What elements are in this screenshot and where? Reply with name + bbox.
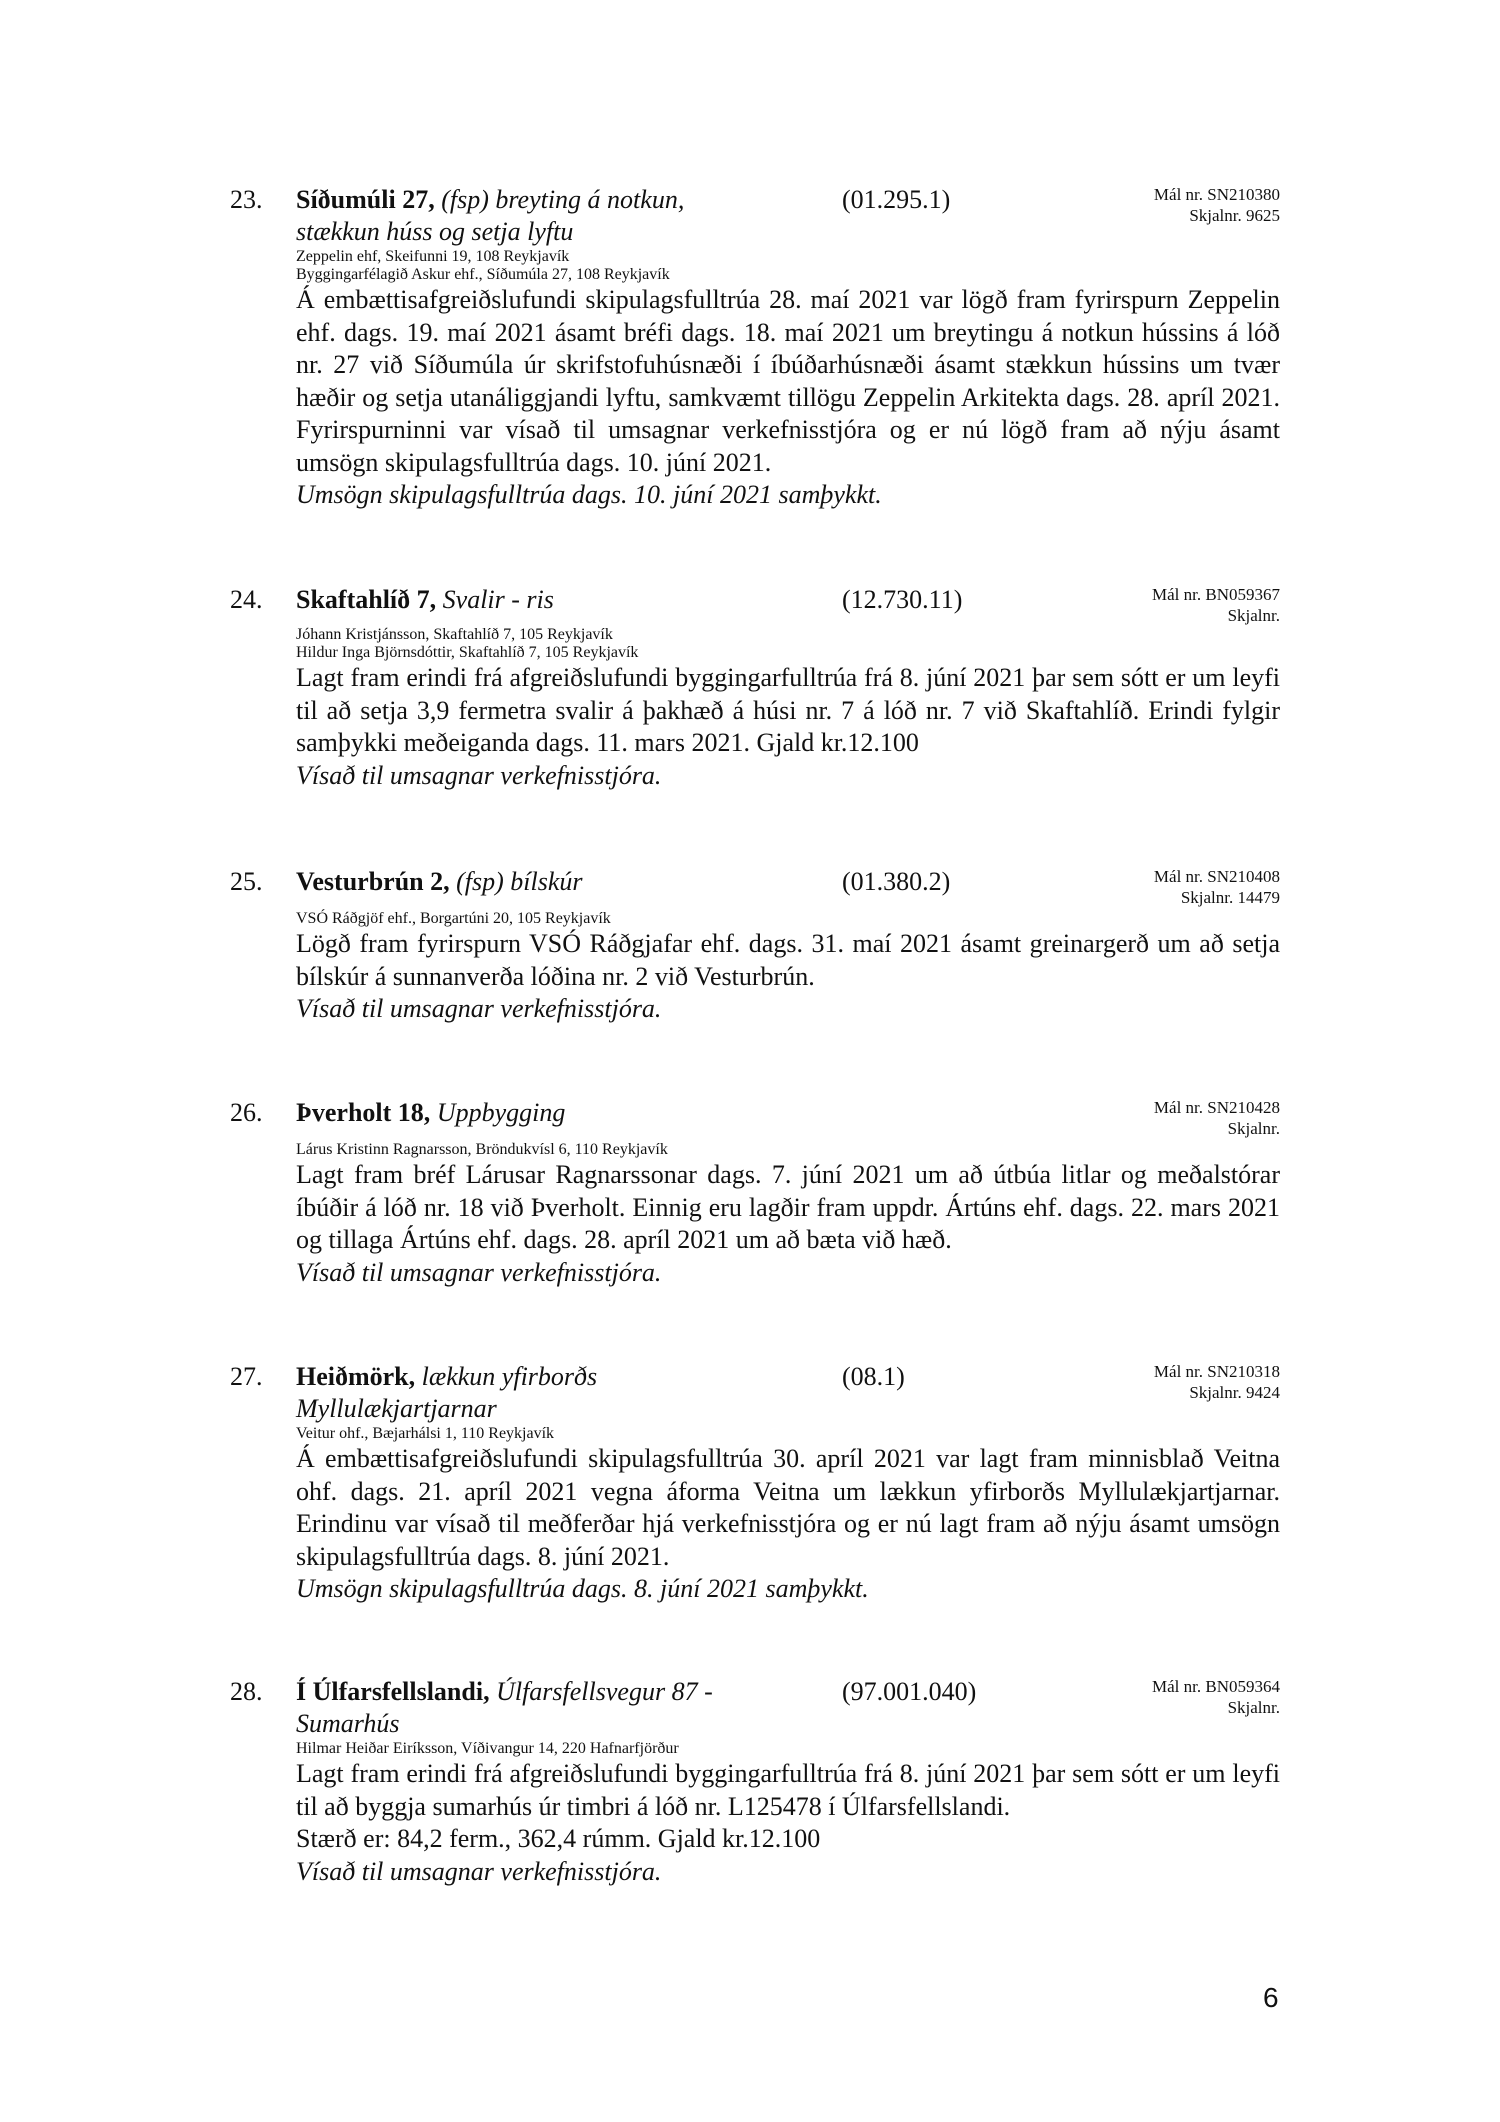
entry-party: Jóhann Kristjánsson, Skaftahlíð 7, 105 Reykjavík [296,626,613,643]
entry-party: Lárus Kristinn Ragnarsson, Bröndukvísl 6, 110 Reykjavík [296,1141,668,1158]
entry-number: 26. [230,1098,263,1127]
entry-reference [1154,1361,1280,1403]
document-number: Skjalnr. 9625 [1189,206,1280,225]
entry-party: VSÓ Ráðgjöf ehf., Borgartúni 20, 105 Reykjavík [296,910,611,927]
document-number: Skjalnr. [1227,1698,1280,1717]
entry-address: Í Úlfarsfellslandi, [296,1677,490,1706]
entry-number: 23. [230,185,263,214]
entry-heading [296,1361,751,1425]
entry-reference [1154,866,1280,908]
entry-heading [296,1676,751,1740]
entry-decision: Vísað til umsagnar verkefnisstjóra. [296,1856,662,1886]
entry-party: Byggingarfélagið Askur ehf., Síðumúla 27, 108 Reykjavík [296,266,670,283]
entry-decision: Umsögn skipulagsfulltrúa dags. 8. júní 2021 samþykkt. [296,1574,869,1603]
entry-25 [230,866,1280,1026]
entry-heading [296,584,751,616]
entry-23 [230,184,1280,512]
entry-lot: (01.380.2) [842,867,951,896]
document-number: Skjalnr. 9424 [1189,1383,1280,1402]
entry-reference [1154,184,1280,226]
entry-body-paragraph: Lagt fram erindi frá afgreiðslufundi byggingarfulltrúa frá 8. júní 2021 þar sem sótt er um leyfi til að byggja sumarhús úr timbri á lóð nr. L125478 í Úlfarsfellslandi. [296,1759,1280,1821]
entry-26 [230,1097,1280,1289]
entry-address: Þverholt 18, [296,1098,431,1127]
entry-address: Skaftahlíð 7, [296,585,437,614]
entry-body: Lögð fram fyrirspurn VSÓ Ráðgjafar ehf. dags. 31. maí 2021 ásamt greinargerð um að setja bílskúr á sunnanverða lóðina nr. 2 við Vesturbrún. [296,929,1280,991]
entry-heading [296,184,751,248]
document-number: Skjalnr. [1227,1119,1280,1138]
entry-24 [230,584,1280,792]
entry-lot: (12.730.11) [842,585,963,614]
entry-lot: (01.295.1) [842,185,951,214]
case-number: Mál nr. SN210318 [1153,1362,1280,1381]
entry-heading [296,866,751,898]
entry-subject: lækkun yfirborðs [421,1362,598,1391]
entry-address: Heiðmörk, [296,1362,416,1391]
entry-address: Síðumúli 27, [296,185,435,214]
entry-party: Veitur ohf., Bæjarhálsi 1, 110 Reykjavík [296,1425,555,1442]
entry-reference [1152,1676,1280,1718]
entry-decision: Vísað til umsagnar verkefnisstjóra. [296,1257,662,1287]
entry-reference [1152,584,1280,626]
entry-decision: Vísað til umsagnar verkefnisstjóra. [296,994,662,1023]
entry-number: 25. [230,867,263,896]
entry-body: Á embættisafgreiðslufundi skipulagsfulltrúa 30. apríl 2021 var lagt fram minnisblað Veitna ohf. dags. 21. apríl 2021 vegna áforma Veitna um lækkun yfirborðs Myllulækjartjarnar. Erindinu var vísað til meðferðar hjá verkefnisstjóra og er nú lagt fram að nýju ásamt umsögn skipulagsfulltrúa dags. 8. júní 2021. [296,1444,1280,1571]
entry-body [296,1758,1280,1856]
entry-subject-cont: stækkun húss og setja lyftu [296,217,574,246]
entry-body: Lagt fram bréf Lárusar Ragnarssonar dags. 7. júní 2021 um að útbúa litlar og meðalstórar íbúðir á lóð nr. 18 við Þverholt. Einnig eru lagðir fram uppdr. Ártúns ehf. dags. 22. mars 2021 og tillaga Ártúns ehf. dags. 28. apríl 2021 um að bæta við hæð. [296,1160,1280,1254]
entry-address: Vesturbrún 2, [296,867,450,896]
entry-subject-cont: Sumarhús [296,1709,400,1738]
entry-decision: Umsögn skipulagsfulltrúa dags. 10. júní 2021 samþykkt. [296,480,882,509]
entry-subject: (fsp) bílskúr [456,867,583,896]
entry-party: Zeppelin ehf, Skeifunni 19, 108 Reykjavík [296,248,570,265]
case-number: Mál nr. BN059364 [1152,1677,1280,1696]
entry-party: Hilmar Heiðar Eiríksson, Víðivangur 14, 220 Hafnarfjörður [296,1740,679,1757]
entry-28 [230,1676,1280,1888]
entry-number: 24. [230,585,263,614]
entry-body: Lagt fram erindi frá afgreiðslufundi byggingarfulltrúa frá 8. júní 2021 þar sem sótt er um leyfi til að setja 3,9 fermetra svalir á þakhæð á húsi nr. 7 á lóð nr. 7 við Skaftahlíð. Erindi fylgir samþykki meðeiganda dags. 11. mars 2021. Gjald kr.12.100 [296,663,1280,757]
entry-number: 28. [230,1677,263,1706]
entry-party: Hildur Inga Björnsdóttir, Skaftahlíð 7, 105 Reykjavík [296,644,639,661]
entry-body-paragraph: Stærð er: 84,2 ferm., 362,4 rúmm. Gjald kr.12.100 [296,1824,821,1853]
case-number: Mál nr. BN059367 [1152,585,1280,604]
entry-lot: (08.1) [842,1362,905,1391]
document-number: Skjalnr. [1227,606,1280,625]
case-number: Mál nr. SN210428 [1153,1098,1280,1117]
entry-heading [296,1097,751,1129]
entry-body: Á embættisafgreiðslufundi skipulagsfulltrúa 28. maí 2021 var lögð fram fyrirspurn Zeppelin ehf. dags. 19. maí 2021 ásamt bréfi dags. 18. maí 2021 um breytingu á notkun hússins á lóð nr. 27 við Síðumúla úr skrifstofuhúsnæði í íbúðarhúsnæði ásamt stækkun hússins um tvær hæðir og setja utanáliggjandi lyftu, samkvæmt tillögu Zeppelin Arkitekta dags. 28. apríl 2021. Fyrirspurninni var vísað til umsagnar verkefnisstjóra og er nú lögð fram að nýju ásamt umsögn skipulagsfulltrúa dags. 10. júní 2021. [296,285,1280,477]
entry-27 [230,1361,1280,1606]
entry-subject: Úlfarsfellsvegur 87 - [496,1677,713,1706]
case-number: Mál nr. SN210380 [1153,185,1280,204]
entry-subject-cont: Myllulækjartjarnar [296,1394,497,1423]
entry-subject: (fsp) breyting á notkun, [441,185,685,214]
entry-subject: Uppbygging [436,1098,566,1127]
document-number: Skjalnr. 14479 [1180,888,1280,907]
entry-reference [1154,1097,1280,1139]
entry-lot: (97.001.040) [842,1677,977,1706]
entry-number: 27. [230,1362,263,1391]
entry-decision: Vísað til umsagnar verkefnisstjóra. [296,760,662,790]
page-number: 6 [1263,1982,1279,2013]
case-number: Mál nr. SN210408 [1153,867,1280,886]
entry-subject: Svalir - ris [442,585,554,614]
